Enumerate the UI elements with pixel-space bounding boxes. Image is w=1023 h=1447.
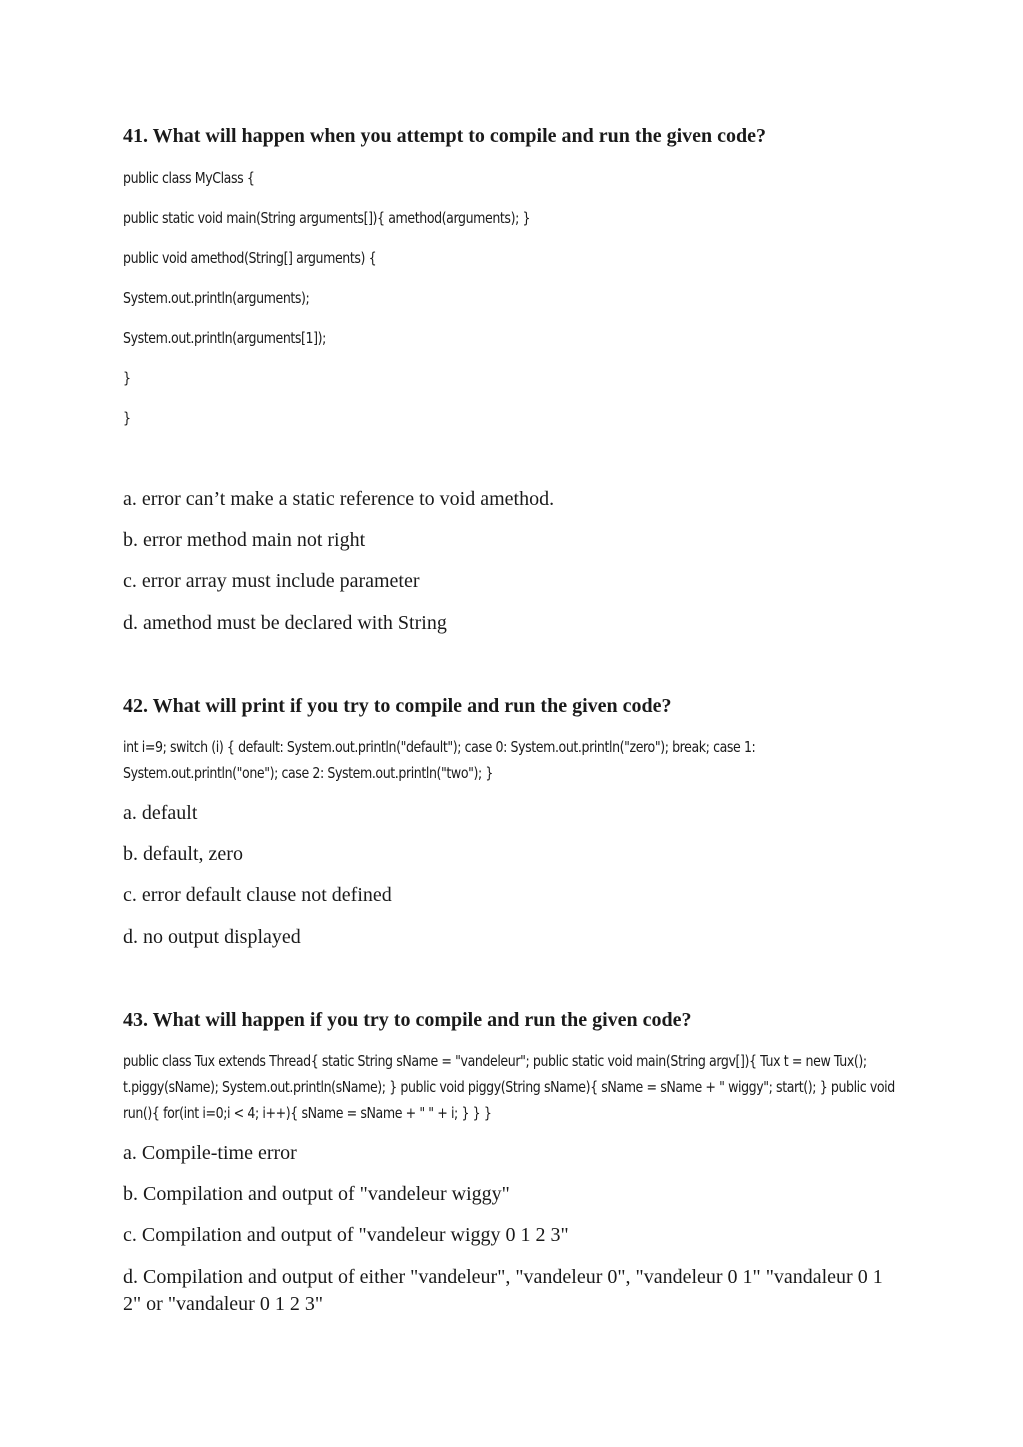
question-42-heading: 42. What will print if you try to compile and run the given code? <box>123 695 672 717</box>
code-line: System.out.println(arguments[1]); <box>123 329 326 347</box>
question-43-option-d: d. Compilation and output of either "vandeleur", "vandeleur 0", "vandeleur 0 1" "vandaleur 0 1 2" or "vandaleur 0 1 2 3" <box>123 1266 883 1315</box>
question-43-option-b: b. Compilation and output of "vandeleur wiggy" <box>123 1183 510 1205</box>
code-line: } <box>123 369 131 387</box>
question-42-option-c: c. error default clause not defined <box>123 884 392 906</box>
question-43-heading: 43. What will happen if you try to compile and run the given code? <box>123 1009 692 1031</box>
question-42-option-d: d. no output displayed <box>123 926 301 948</box>
question-42-code: int i=9; switch (i) { default: System.out.println("default"); case 0: System.out.println("zero"); break; case 1: System.out.println("one"); case 2: System.out.println("two"); } <box>123 738 756 782</box>
question-42-option-b: b. default, zero <box>123 843 243 865</box>
code-line: } <box>123 409 131 427</box>
code-line: System.out.println(arguments); <box>123 289 310 307</box>
question-41-option-c: c. error array must include parameter <box>123 570 420 592</box>
question-41-option-a: a. error can’t make a static reference to void amethod. <box>123 488 555 510</box>
question-43-option-a: a. Compile-time error <box>123 1142 297 1164</box>
code-line: public class MyClass { <box>123 169 255 187</box>
code-line: public static void main(String arguments[]){ amethod(arguments); } <box>123 209 531 227</box>
question-43-option-c: c. Compilation and output of "vandeleur wiggy 0 1 2 3" <box>123 1224 569 1246</box>
question-41-heading: 41. What will happen when you attempt to compile and run the given code? <box>123 125 767 147</box>
code-line: public void amethod(String[] arguments) { <box>123 249 377 267</box>
question-41-option-d: d. amethod must be declared with String <box>123 612 447 634</box>
question-41-option-b: b. error method main not right <box>123 529 366 551</box>
question-42-option-a: a. default <box>123 802 198 824</box>
question-43-code: public class Tux extends Thread{ static String sName = "vandeleur"; public static void main(String argv[]){ Tux t = new Tux(); t.piggy(sName); System.out.println(sName); } public void piggy(String sName){ sName = sName + " wiggy"; start(); } public void run(){ for(int i=0;i < 4; i++){ sName = sName + " " + i; } } } <box>123 1052 895 1122</box>
